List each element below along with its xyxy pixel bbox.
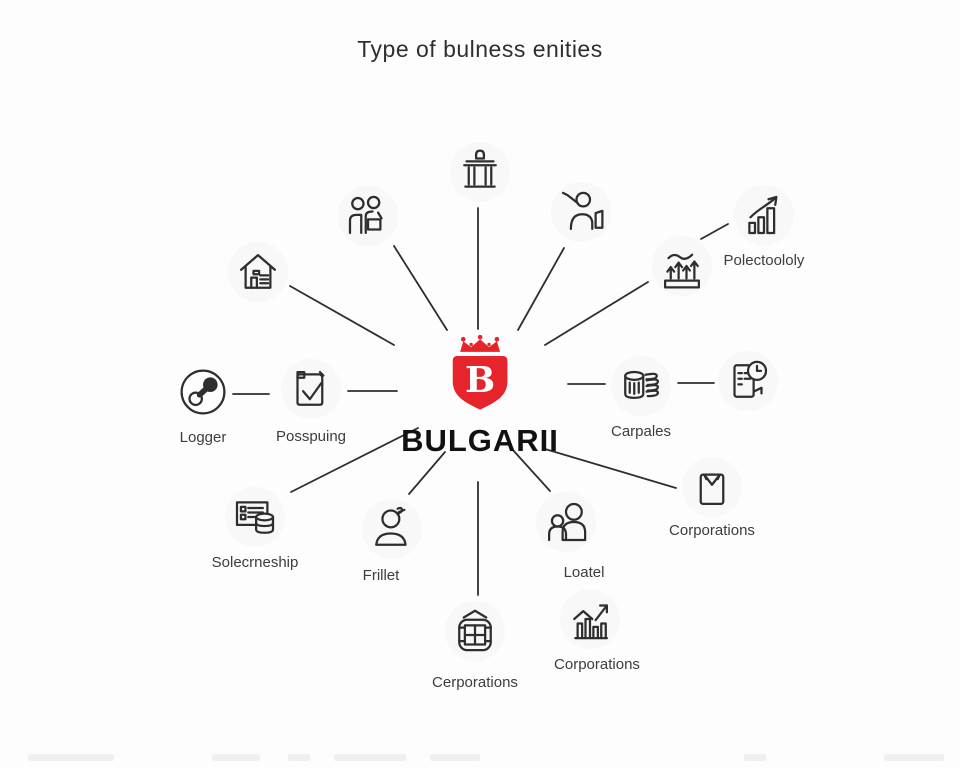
bottom-artifact-smudges	[0, 754, 960, 764]
building-grid-icon	[448, 604, 502, 658]
node-corporations-chart	[520, 589, 660, 673]
node-house	[188, 242, 328, 302]
bank-building-icon	[453, 145, 507, 199]
node-label: Frillet	[362, 567, 400, 584]
node-label: Carpales	[610, 423, 672, 440]
brand-name: BULGARII	[401, 423, 559, 458]
page-title: Type of bulness enities	[357, 36, 603, 62]
person-writing-icon	[554, 185, 608, 239]
bar-chart-arrow-icon	[563, 592, 617, 646]
bulgaria-shield-icon	[448, 335, 512, 417]
center-emblem	[401, 335, 559, 459]
node-corporations-shirt	[642, 457, 782, 539]
node-posspuing	[241, 359, 381, 445]
node-label: Loatel	[563, 564, 605, 581]
svg-text:B: B	[464, 358, 496, 401]
family-icon	[539, 495, 593, 549]
node-polectoololy	[694, 185, 834, 269]
node-label: Cerporations	[432, 674, 518, 691]
coins-icon	[614, 359, 668, 413]
bar-chart-rising-icon	[737, 188, 791, 242]
node-label: Polectoololy	[723, 252, 805, 269]
shirt-icon	[685, 460, 739, 514]
node-registrar	[511, 182, 651, 242]
node-clipboard	[678, 351, 818, 411]
node-label: Logger	[179, 429, 227, 446]
document-check-icon	[284, 362, 338, 416]
document-database-icon	[228, 490, 282, 544]
node-label: Solecrneship	[211, 554, 299, 571]
node-label: Posspuing	[275, 428, 347, 445]
node-label: Corporations	[669, 522, 755, 539]
people-pair-icon	[341, 189, 395, 243]
house-icon	[231, 245, 285, 299]
node-label: Corporations	[554, 656, 640, 673]
node-frillet	[322, 499, 462, 584]
node-loatel	[496, 492, 636, 581]
node-solecrneship	[185, 487, 325, 571]
clipboard-clock-icon	[721, 354, 775, 408]
link-icon	[176, 365, 230, 419]
person-bust-icon	[365, 502, 419, 556]
